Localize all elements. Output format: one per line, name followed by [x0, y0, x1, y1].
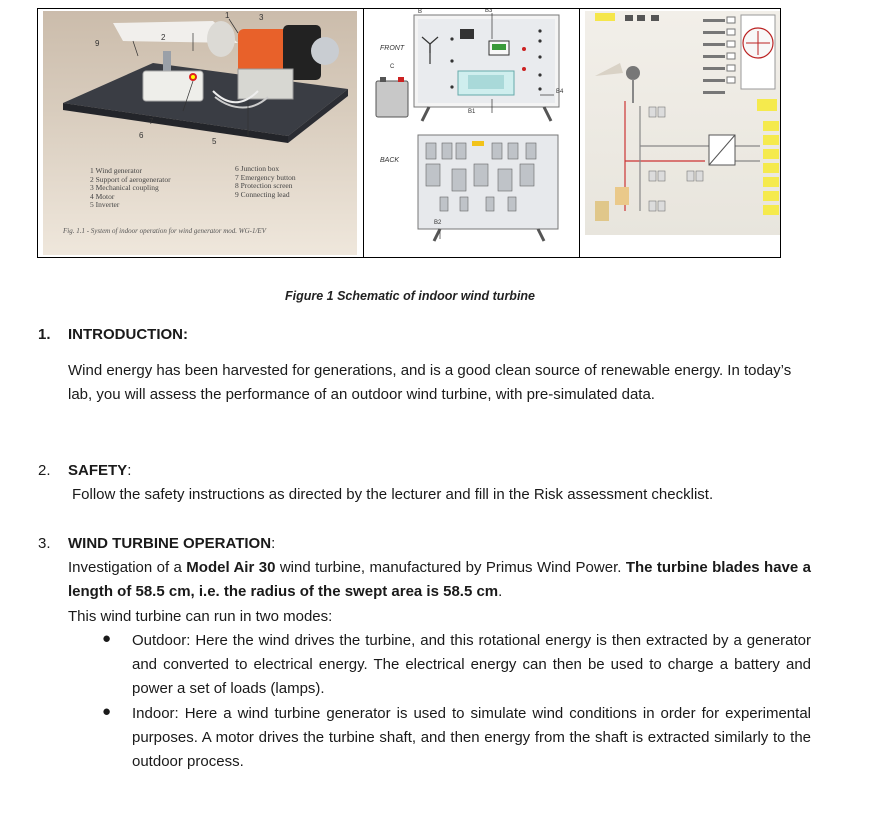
callout-number: 7 [149, 117, 154, 126]
callout-number: 1 [225, 11, 230, 20]
component-label: B [418, 9, 423, 15]
component-label: B4 [556, 89, 564, 95]
figure-panel-schematic [363, 9, 579, 257]
callout-number: 2 [161, 33, 166, 42]
section-title-wrap [68, 462, 131, 479]
introduction-paragraph: Wind energy has been harvested for generations, and is a good clean source of renewable energy. In today’s lab, you will assess the performance of an outdoor wind turbine, with pre-simulated data. [68, 362, 792, 403]
figure-table [37, 8, 781, 258]
operation-text: . [498, 583, 503, 600]
legend-item: 6 Junction box [235, 164, 280, 173]
section-title-wrap [68, 535, 275, 552]
figure-caption: Figure 1 Schematic of indoor wind turbine [284, 289, 536, 303]
section-number: 2. [38, 462, 51, 479]
legend-item: 2 Support of aerogenerator [90, 174, 171, 184]
bullet-icon: ● [102, 703, 112, 720]
section-heading-introduction [38, 326, 438, 346]
operation-paragraph [68, 556, 811, 604]
blade-length-statement: The turbine blades have a length of 58.5 cm, i.e. the radius of the swept area is 58.5 cm [68, 559, 811, 600]
component-label: B3 [485, 9, 493, 14]
callout-number: 3 [259, 13, 264, 22]
operation-text: Investigation of a [68, 559, 187, 576]
legend-right [235, 165, 296, 199]
modes-intro: This wind turbine can run in two modes: [68, 608, 333, 625]
component-label: B1 [468, 109, 476, 115]
operation-text: wind turbine, manufactured by Primus Wind Power. [275, 559, 626, 576]
bullet-icon: ● [102, 630, 112, 647]
legend-item: 3 Mechanical coupling [90, 183, 159, 193]
section-number: 1. [38, 326, 51, 343]
safety-paragraph: Follow the safety instructions as directed by the lecturer and fill in the Risk assessment checklist. [72, 486, 714, 503]
generator-photo [43, 11, 357, 255]
legend-item: 8 Protection screen [235, 181, 293, 191]
legend-item: 9 Connecting lead [235, 189, 290, 199]
mode-outdoor-item: Outdoor: Here the wind drives the turbine, and this rotational energy is then extracted by a generator and converted to electrical energy. The electrical energy can then be used to charge a battery and power a set of loads (lamps). [132, 632, 811, 697]
callout-number: 9 [95, 39, 100, 48]
callout-number: 6 [139, 131, 144, 140]
legend-left [90, 167, 171, 210]
section-title-colon: : [127, 462, 132, 479]
generator-illustration [43, 11, 357, 255]
legend-item: 5 Inverter [90, 200, 120, 210]
section-title: WIND TURBINE OPERATION [68, 535, 272, 552]
legend-item: 4 Motor [90, 191, 115, 201]
figure-panel-wiring [579, 9, 780, 257]
legend-item: 7 Emergency button [235, 172, 296, 182]
section-title-colon: : [271, 535, 276, 552]
mode-indoor-item: Indoor: Here a wind turbine generator is used to simulate wind conditions in order for experimental purposes. A motor drives the turbine shaft, and then energy from the shaft is extracted similarly to the outdoor process. [132, 705, 811, 770]
component-label: B2 [434, 220, 442, 226]
section-number: 3. [38, 535, 51, 552]
legend-item: 1 Wind generator [90, 166, 143, 175]
component-label: C [390, 64, 395, 70]
section-heading-safety [38, 462, 438, 482]
wiring-illustration [585, 11, 780, 235]
wiring-photo [585, 11, 780, 235]
panel-caption: Fig. 1.1 - System of indoor operation for wind generator mod. WG-1/EV [63, 227, 266, 235]
panel-label-front: FRONT [380, 45, 405, 52]
panel-label-back: BACK [380, 157, 400, 164]
section-title: INTRODUCTION: [68, 326, 188, 343]
callout-number: 5 [212, 137, 217, 146]
model-name: Model Air 30 [186, 559, 276, 576]
section-heading-operation [38, 535, 438, 555]
figure-panel-generator [38, 9, 363, 257]
section-title: SAFETY [68, 462, 128, 479]
